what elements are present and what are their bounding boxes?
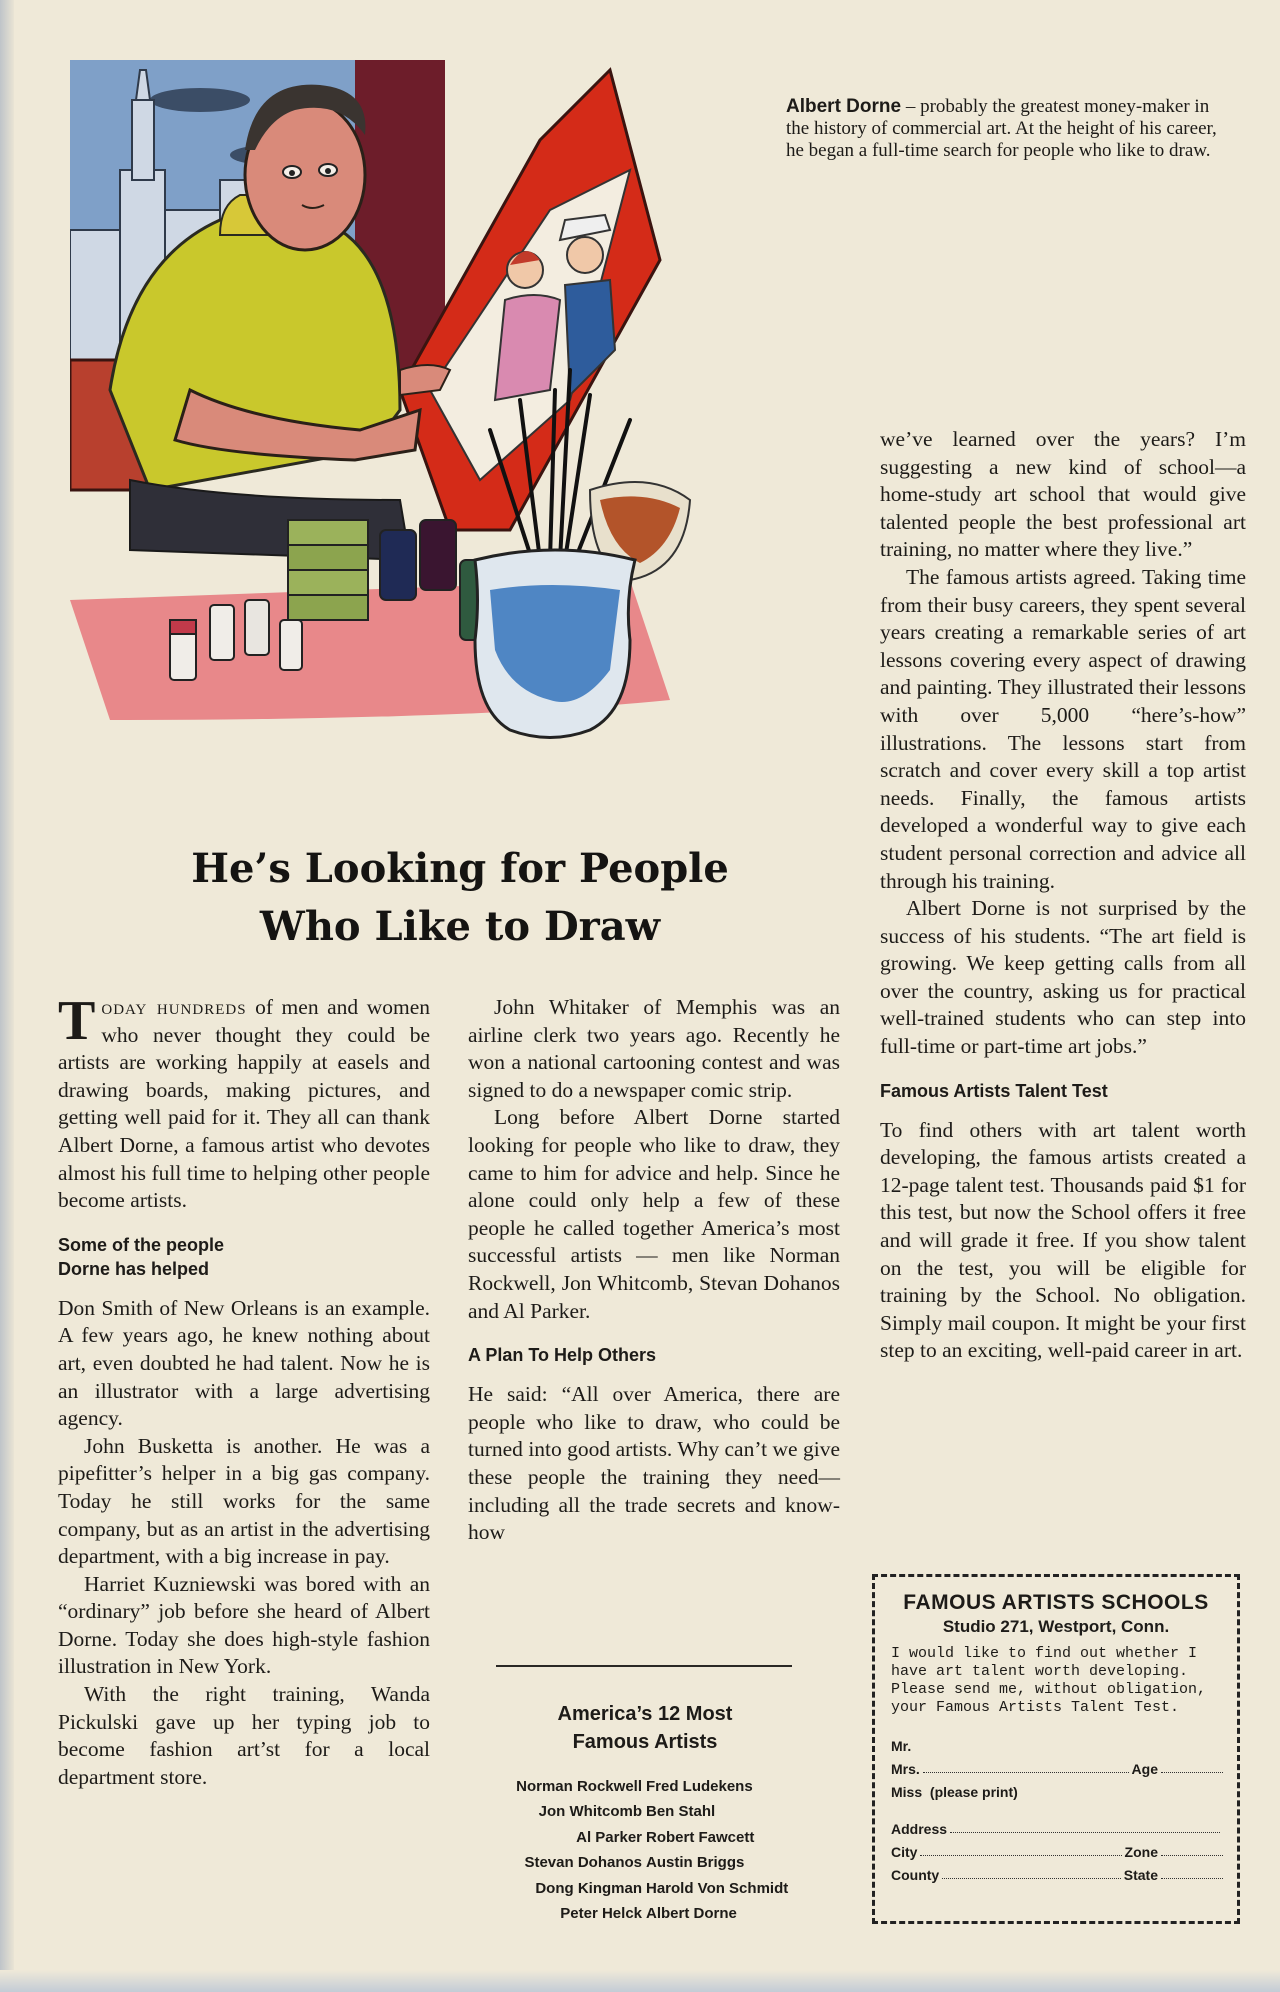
- artist-name: Austin Briggs: [646, 1854, 745, 1872]
- caption-text: – probably the greatest money-maker in the history of commercial art. At the height of his career, he began a full-time search for people who like to draw.: [786, 96, 1217, 161]
- headline: [90, 840, 830, 956]
- subheading-talent-test: Famous Artists Talent Test: [880, 1080, 1108, 1101]
- artist-illustration: [70, 60, 860, 820]
- artists-box-title: America’s 12 Most Famous Artists: [557, 1703, 733, 1753]
- coupon-title: FAMOUS ARTISTS SCHOOLS: [903, 1591, 1209, 1614]
- paragraph: John Busketta is another. He was a pipefitter’s helper in a big gas company. Today he still works for the same company, but as an artist in the advertising department, with a big increase in pay.: [58, 1433, 430, 1569]
- paragraph-intro: Today hundreds of men and women who never thought they could be artists are working happily at easels and drawing boards, making pictures, and getting well paid for it. They all can thank Albert Dorne, a famous artist who devotes almost his full time to helping other people become artists.: [58, 990, 430, 1213]
- lead-small-caps: oday hundreds: [101, 995, 247, 1019]
- coupon-address: Studio 271, Westport, Conn.: [942, 1617, 1170, 1636]
- mr-field[interactable]: Mr.: [891, 1738, 912, 1754]
- page-edge-bottom: [0, 1970, 1280, 1992]
- page-edge-left: [0, 0, 14, 1992]
- artist-name: Harold Von Schmidt: [646, 1879, 789, 1897]
- artist-name: Stevan Dohanos: [524, 1854, 642, 1872]
- artist-name: Norman Rockwell: [516, 1778, 642, 1795]
- artist-name: Ben Stahl: [646, 1803, 716, 1821]
- paragraph: With the right training, Wanda Pickulski gave up her typing job to become fashion art’st for a local department store.: [58, 1682, 430, 1789]
- paragraph: Don Smith of New Orleans is an example. A few years ago, he knew nothing about art, even doubted he had talent. Now he is an illustrator with a large advertising agency.: [58, 1295, 430, 1431]
- coupon-body: I would like to find out whether I have art talent worth developing. Please send me, without obligation, your Famous Artists Talent Test.: [891, 1645, 1207, 1716]
- subheading-people-helped: Some of the people Dorne has helped: [58, 1234, 225, 1279]
- paragraph: Harriet Kuzniewski was bored with an “ordinary” job before she heard of Albert Dorne. Today she does high-style fashion illustration in New York.: [58, 1571, 430, 1679]
- artist-name: Fred Ludekens: [646, 1778, 753, 1795]
- column-3: [880, 426, 1246, 1365]
- miss-field[interactable]: Miss (please print): [891, 1784, 1018, 1800]
- headline-line-1: He’s Looking for People: [191, 845, 729, 892]
- mrs-age-field[interactable]: Mrs. Age: [891, 1754, 1223, 1777]
- green-paint-jars: [288, 520, 368, 620]
- headline-line-2: Who Like to Draw: [259, 903, 661, 950]
- divider-rule: [496, 1665, 792, 1667]
- artist-name: Peter Helck: [560, 1905, 642, 1922]
- city-zone-field[interactable]: City Zone: [891, 1837, 1223, 1860]
- paragraph: Long before Albert Dorne started looking for people who like to draw, they came to him for advice and help. Since he alone could only help a few of these people he called together America’s most successful artists — men like Norman Rockwell, Jon Whitcomb, Stevan Dohanos and Al Parker.: [468, 1105, 840, 1323]
- column-2: [468, 994, 840, 1547]
- artist-name: Jon Whitcomb: [538, 1803, 642, 1821]
- artist-name: Dong Kingman: [535, 1879, 642, 1897]
- address-field[interactable]: Address: [891, 1814, 1223, 1837]
- drop-cap: T: [58, 990, 96, 1052]
- cloud: [150, 88, 250, 112]
- artist-name: Albert Dorne: [646, 1905, 737, 1922]
- artist-name: Robert Fawcett: [646, 1828, 755, 1846]
- paragraph: Albert Dorne is not surprised by the success of his students. “The art field is growing. We keep getting calls from all over the country, asking us for practical well-trained students who can step into full-time or part-time art jobs.”: [880, 896, 1246, 1059]
- coupon-fields: [891, 1731, 1223, 1883]
- paragraph: The famous artists agreed. Taking time from their busy careers, they spent several years creating a remarkable series of art lessons covering every aspect of drawing and painting. They illustrated their lessons with over 5,000 “here’s-how” illustrations. The lessons start from scratch and cover every skill a top artist needs. Finally, the famous artists developed a wonderful way to give each student personal correction and advice all through his training.: [880, 564, 1246, 893]
- column-1: [58, 990, 430, 1791]
- paragraph: He said: “All over America, there are people who like to draw, who could be turned into good artists. Why can’t we give these people the training they need—including all the trade secrets and know-how: [468, 1382, 840, 1545]
- mail-coupon[interactable]: [872, 1574, 1240, 1924]
- paragraph: To find others with art talent worth developing, the famous artists created a 12-page talent test. Thousands paid $1 for this test, but now the School offers it free and will grade it free. If you show talent on the test, you will be eligible for training by the School. No obligation. Simply mail coupon. It might be your first step to an exciting, well-paid career in art.: [880, 1117, 1246, 1363]
- subheading-plan: A Plan To Help Others: [468, 1345, 657, 1366]
- county-state-field[interactable]: County State: [891, 1860, 1223, 1883]
- caption-name: Albert Dorne: [786, 96, 902, 117]
- artist-name: Al Parker: [576, 1828, 642, 1846]
- paragraph: John Whitaker of Memphis was an airline clerk two years ago. Recently he won a national cartooning contest and was signed to do a newspaper comic strip.: [468, 995, 840, 1102]
- photo-caption: [786, 96, 1236, 162]
- paragraph: we’ve learned over the years? I’m suggesting a new kind of school—a home-study art school that would give talented people the best professional art training, no matter where they live.”: [880, 427, 1246, 562]
